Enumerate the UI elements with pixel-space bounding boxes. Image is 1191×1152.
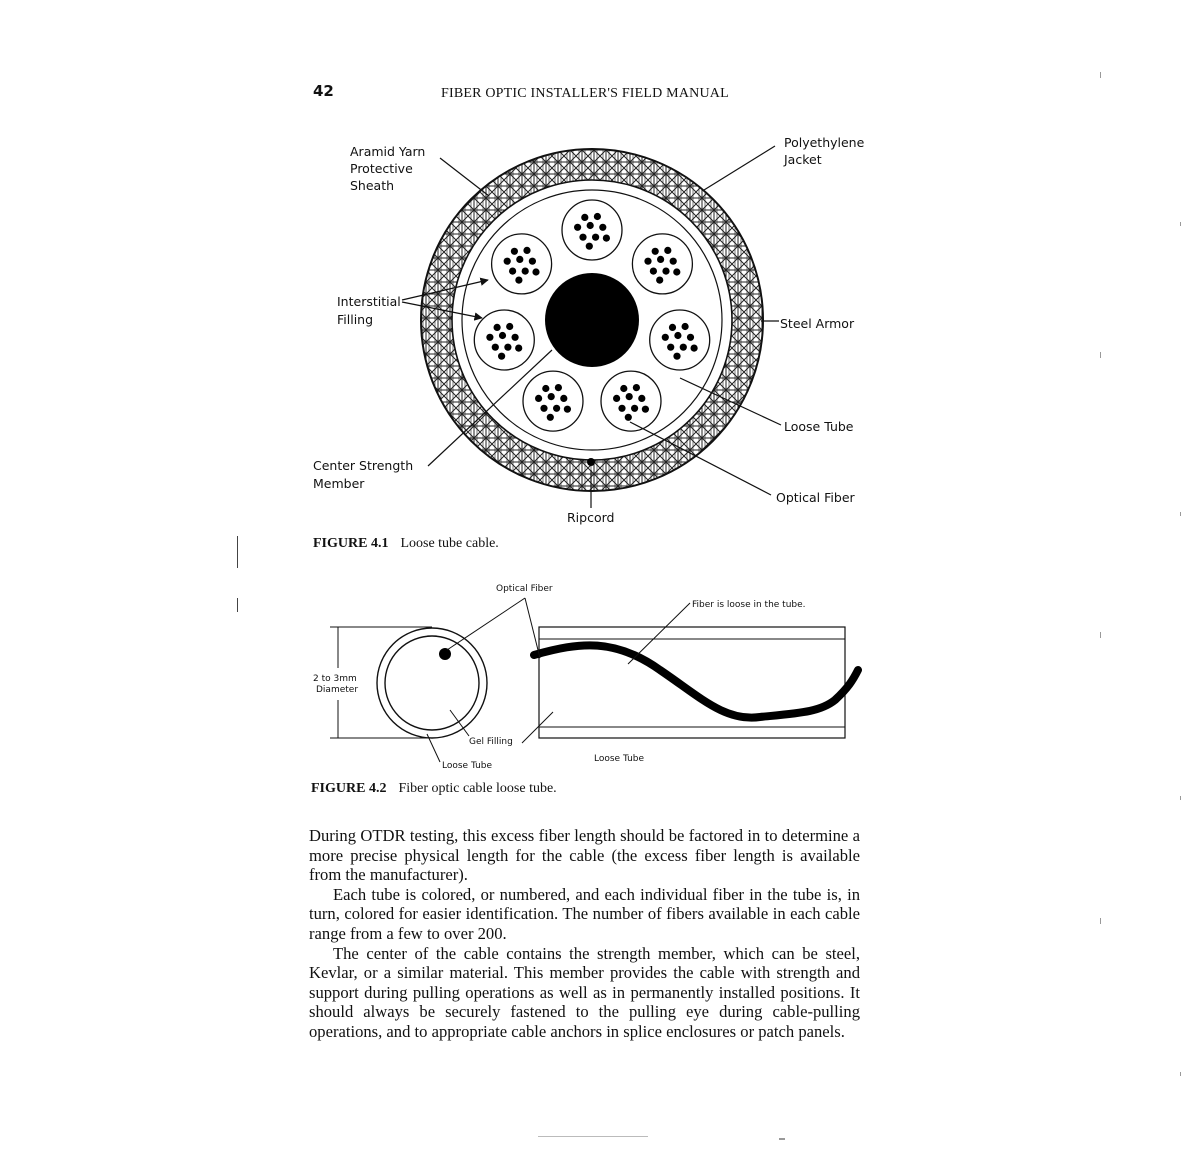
ripcord bbox=[587, 458, 595, 466]
label-aramid-line3: Sheath bbox=[350, 178, 395, 193]
label-loose-tube: Loose Tube bbox=[784, 419, 854, 434]
label-fiber-loose: Fiber is loose in the tube. bbox=[692, 600, 806, 610]
label-diameter-line2: Diameter bbox=[316, 685, 359, 695]
label-loose-tube-right: Loose Tube bbox=[594, 754, 645, 764]
page-number: 42 bbox=[313, 82, 334, 100]
optical-fiber-dot bbox=[509, 268, 516, 275]
paragraph-3: The center of the cable contains the strength member, which can be steel, Kevlar, or a similar material. This member provides the cable with strength and support during pulling operations as well as in permanently installed positions. It should always be securely fastened to the pulling eye during cable-pulling operations, and to appropriate cable anchors in splice enclosures or patch panels. bbox=[309, 943, 860, 1041]
optical-fiber-dot bbox=[515, 345, 522, 352]
label-ripcord: Ripcord bbox=[567, 510, 615, 525]
figure-4-1-title: Loose tube cable. bbox=[400, 536, 499, 551]
leader-aramid bbox=[440, 158, 489, 196]
optical-fiber-dot bbox=[674, 332, 681, 339]
label-steel-armor: Steel Armor bbox=[780, 316, 855, 331]
optical-fiber-dot bbox=[664, 247, 671, 254]
optical-fiber-dot bbox=[553, 405, 560, 412]
label-interstitial-line2: Filling bbox=[337, 312, 374, 327]
optical-fiber-dot bbox=[511, 334, 518, 341]
optical-fiber-dot bbox=[494, 324, 501, 331]
optical-fiber-dot bbox=[680, 344, 687, 351]
scan-speck bbox=[1180, 512, 1181, 516]
scan-speck bbox=[1180, 796, 1181, 800]
optical-fiber-dot bbox=[682, 323, 689, 330]
optical-fiber-dot bbox=[652, 248, 659, 255]
scan-speck bbox=[1100, 632, 1101, 638]
scan-speck bbox=[1100, 918, 1101, 924]
optical-fiber-dot bbox=[638, 395, 645, 402]
optical-fiber-dot bbox=[620, 385, 627, 392]
optical-fiber-dot bbox=[574, 224, 581, 231]
optical-fiber-dot bbox=[670, 258, 677, 265]
label-jacket-line1: Polyethylene bbox=[784, 135, 865, 150]
optical-fiber-dot bbox=[687, 334, 694, 341]
optical-fiber-dot bbox=[669, 324, 676, 331]
scan-margin-mark bbox=[237, 536, 238, 568]
leader-fig2-fiber-left bbox=[447, 598, 525, 650]
leader-jacket bbox=[704, 146, 775, 190]
optical-fiber-dot bbox=[560, 395, 567, 402]
scan-margin-mark bbox=[237, 598, 238, 612]
optical-fiber-dot bbox=[529, 258, 536, 265]
optical-fiber-dot bbox=[555, 384, 562, 391]
optical-fiber-dot bbox=[535, 395, 542, 402]
label-gel-filling: Gel Filling bbox=[469, 737, 513, 747]
optical-fiber-dot bbox=[511, 248, 518, 255]
optical-fiber-dot bbox=[506, 323, 513, 330]
label-aramid-line1: Aramid Yarn bbox=[350, 144, 426, 159]
optical-fiber-dot bbox=[691, 345, 698, 352]
optical-fiber-dot bbox=[594, 213, 601, 220]
optical-fiber-dot bbox=[642, 406, 649, 413]
paragraph-2: Each tube is colored, or numbered, and each individual fiber in the tube is, in turn, colored for easier identification. The number of fibers available in each cable range from a few to over 200. bbox=[309, 884, 860, 943]
optical-fiber-dot bbox=[504, 258, 511, 265]
optical-fiber-dot bbox=[486, 334, 493, 341]
label-aramid-line2: Protective bbox=[350, 161, 413, 176]
figure-4-1-drawing bbox=[313, 135, 865, 525]
optical-fiber-dot bbox=[504, 344, 511, 351]
label-center-line1: Center Strength bbox=[313, 458, 414, 473]
optical-fiber-dot bbox=[532, 268, 539, 275]
loose-tube bbox=[650, 310, 710, 370]
loose-tube bbox=[632, 234, 692, 294]
scan-speck bbox=[1100, 72, 1101, 78]
optical-fiber-dot bbox=[644, 258, 651, 265]
optical-fiber-dot bbox=[592, 234, 599, 241]
optical-fiber-dot bbox=[586, 243, 593, 250]
label-jacket-line2: Jacket bbox=[784, 152, 822, 167]
optical-fiber-dot bbox=[625, 414, 632, 421]
loose-tube bbox=[492, 234, 552, 294]
optical-fiber-dot bbox=[542, 385, 549, 392]
optical-fiber-dot bbox=[603, 235, 610, 242]
label-center-line2: Member bbox=[313, 476, 365, 491]
scan-speck bbox=[779, 1138, 785, 1140]
scan-speck bbox=[1180, 1072, 1181, 1076]
label-loose-tube-left: Loose Tube bbox=[442, 761, 493, 771]
scan-bottom-line bbox=[538, 1136, 648, 1137]
optical-fiber-dot bbox=[667, 344, 674, 351]
loose-tube bbox=[523, 371, 583, 431]
label-diameter-line1: 2 to 3mm bbox=[313, 674, 357, 684]
figure-4-2-drawing bbox=[313, 584, 858, 771]
optical-fiber-dot bbox=[522, 268, 529, 275]
optical-fiber-dot bbox=[499, 332, 506, 339]
optical-fiber-dot bbox=[492, 344, 499, 351]
optical-fiber-dot bbox=[618, 405, 625, 412]
optical-fiber-dot bbox=[656, 277, 663, 284]
optical-fiber-dot bbox=[579, 234, 586, 241]
figure-4-2-title: Fiber optic cable loose tube. bbox=[398, 781, 557, 796]
label-interstitial-line1: Interstitial bbox=[337, 294, 401, 309]
label-optical-fiber: Optical Fiber bbox=[776, 490, 855, 505]
optical-fiber-dot bbox=[581, 214, 588, 221]
optical-fiber-dot bbox=[631, 405, 638, 412]
optical-fiber-dot bbox=[673, 353, 680, 360]
paragraph-1: During OTDR testing, this excess fiber length should be factored in to determine a more precise physical length for the cable (the excess fiber length is available from the manufacturer). bbox=[309, 826, 860, 885]
scan-speck bbox=[1180, 222, 1181, 226]
optical-fiber-dot bbox=[657, 256, 664, 263]
figure-4-2-caption bbox=[311, 781, 557, 797]
optical-fiber-dot bbox=[547, 414, 554, 421]
figure-4-1-caption bbox=[313, 536, 499, 552]
label-fig2-optical-fiber: Optical Fiber bbox=[496, 584, 553, 594]
optical-fiber-dot bbox=[548, 393, 555, 400]
optical-fiber-dot bbox=[626, 393, 633, 400]
running-header: FIBER OPTIC INSTALLER'S FIELD MANUAL bbox=[441, 86, 729, 101]
optical-fiber-dot bbox=[498, 353, 505, 360]
optical-fiber-dot bbox=[633, 384, 640, 391]
optical-fiber-dot bbox=[587, 222, 594, 229]
optical-fiber-dot bbox=[650, 268, 657, 275]
end-view-fiber bbox=[439, 648, 451, 660]
body-text bbox=[309, 826, 860, 1042]
optical-fiber-dot bbox=[662, 268, 669, 275]
optical-fiber-dot bbox=[523, 247, 530, 254]
optical-fiber-dot bbox=[515, 277, 522, 284]
figure-4-1-number: FIGURE 4.1 bbox=[313, 536, 389, 551]
optical-fiber-dot bbox=[540, 405, 547, 412]
figure-4-2-number: FIGURE 4.2 bbox=[311, 781, 387, 796]
optical-fiber-dot bbox=[564, 406, 571, 413]
center-strength-member bbox=[545, 273, 639, 367]
optical-fiber-dot bbox=[516, 256, 523, 263]
loose-tube bbox=[474, 310, 534, 370]
optical-fiber-dot bbox=[662, 334, 669, 341]
optical-fiber-dot bbox=[599, 224, 606, 231]
leader-fig2-fiber-right bbox=[525, 598, 540, 658]
loose-tube bbox=[562, 200, 622, 260]
optical-fiber-dot bbox=[673, 268, 680, 275]
tube-inner-wall bbox=[385, 636, 479, 730]
scan-speck bbox=[1100, 352, 1101, 358]
optical-fiber-dot bbox=[613, 395, 620, 402]
